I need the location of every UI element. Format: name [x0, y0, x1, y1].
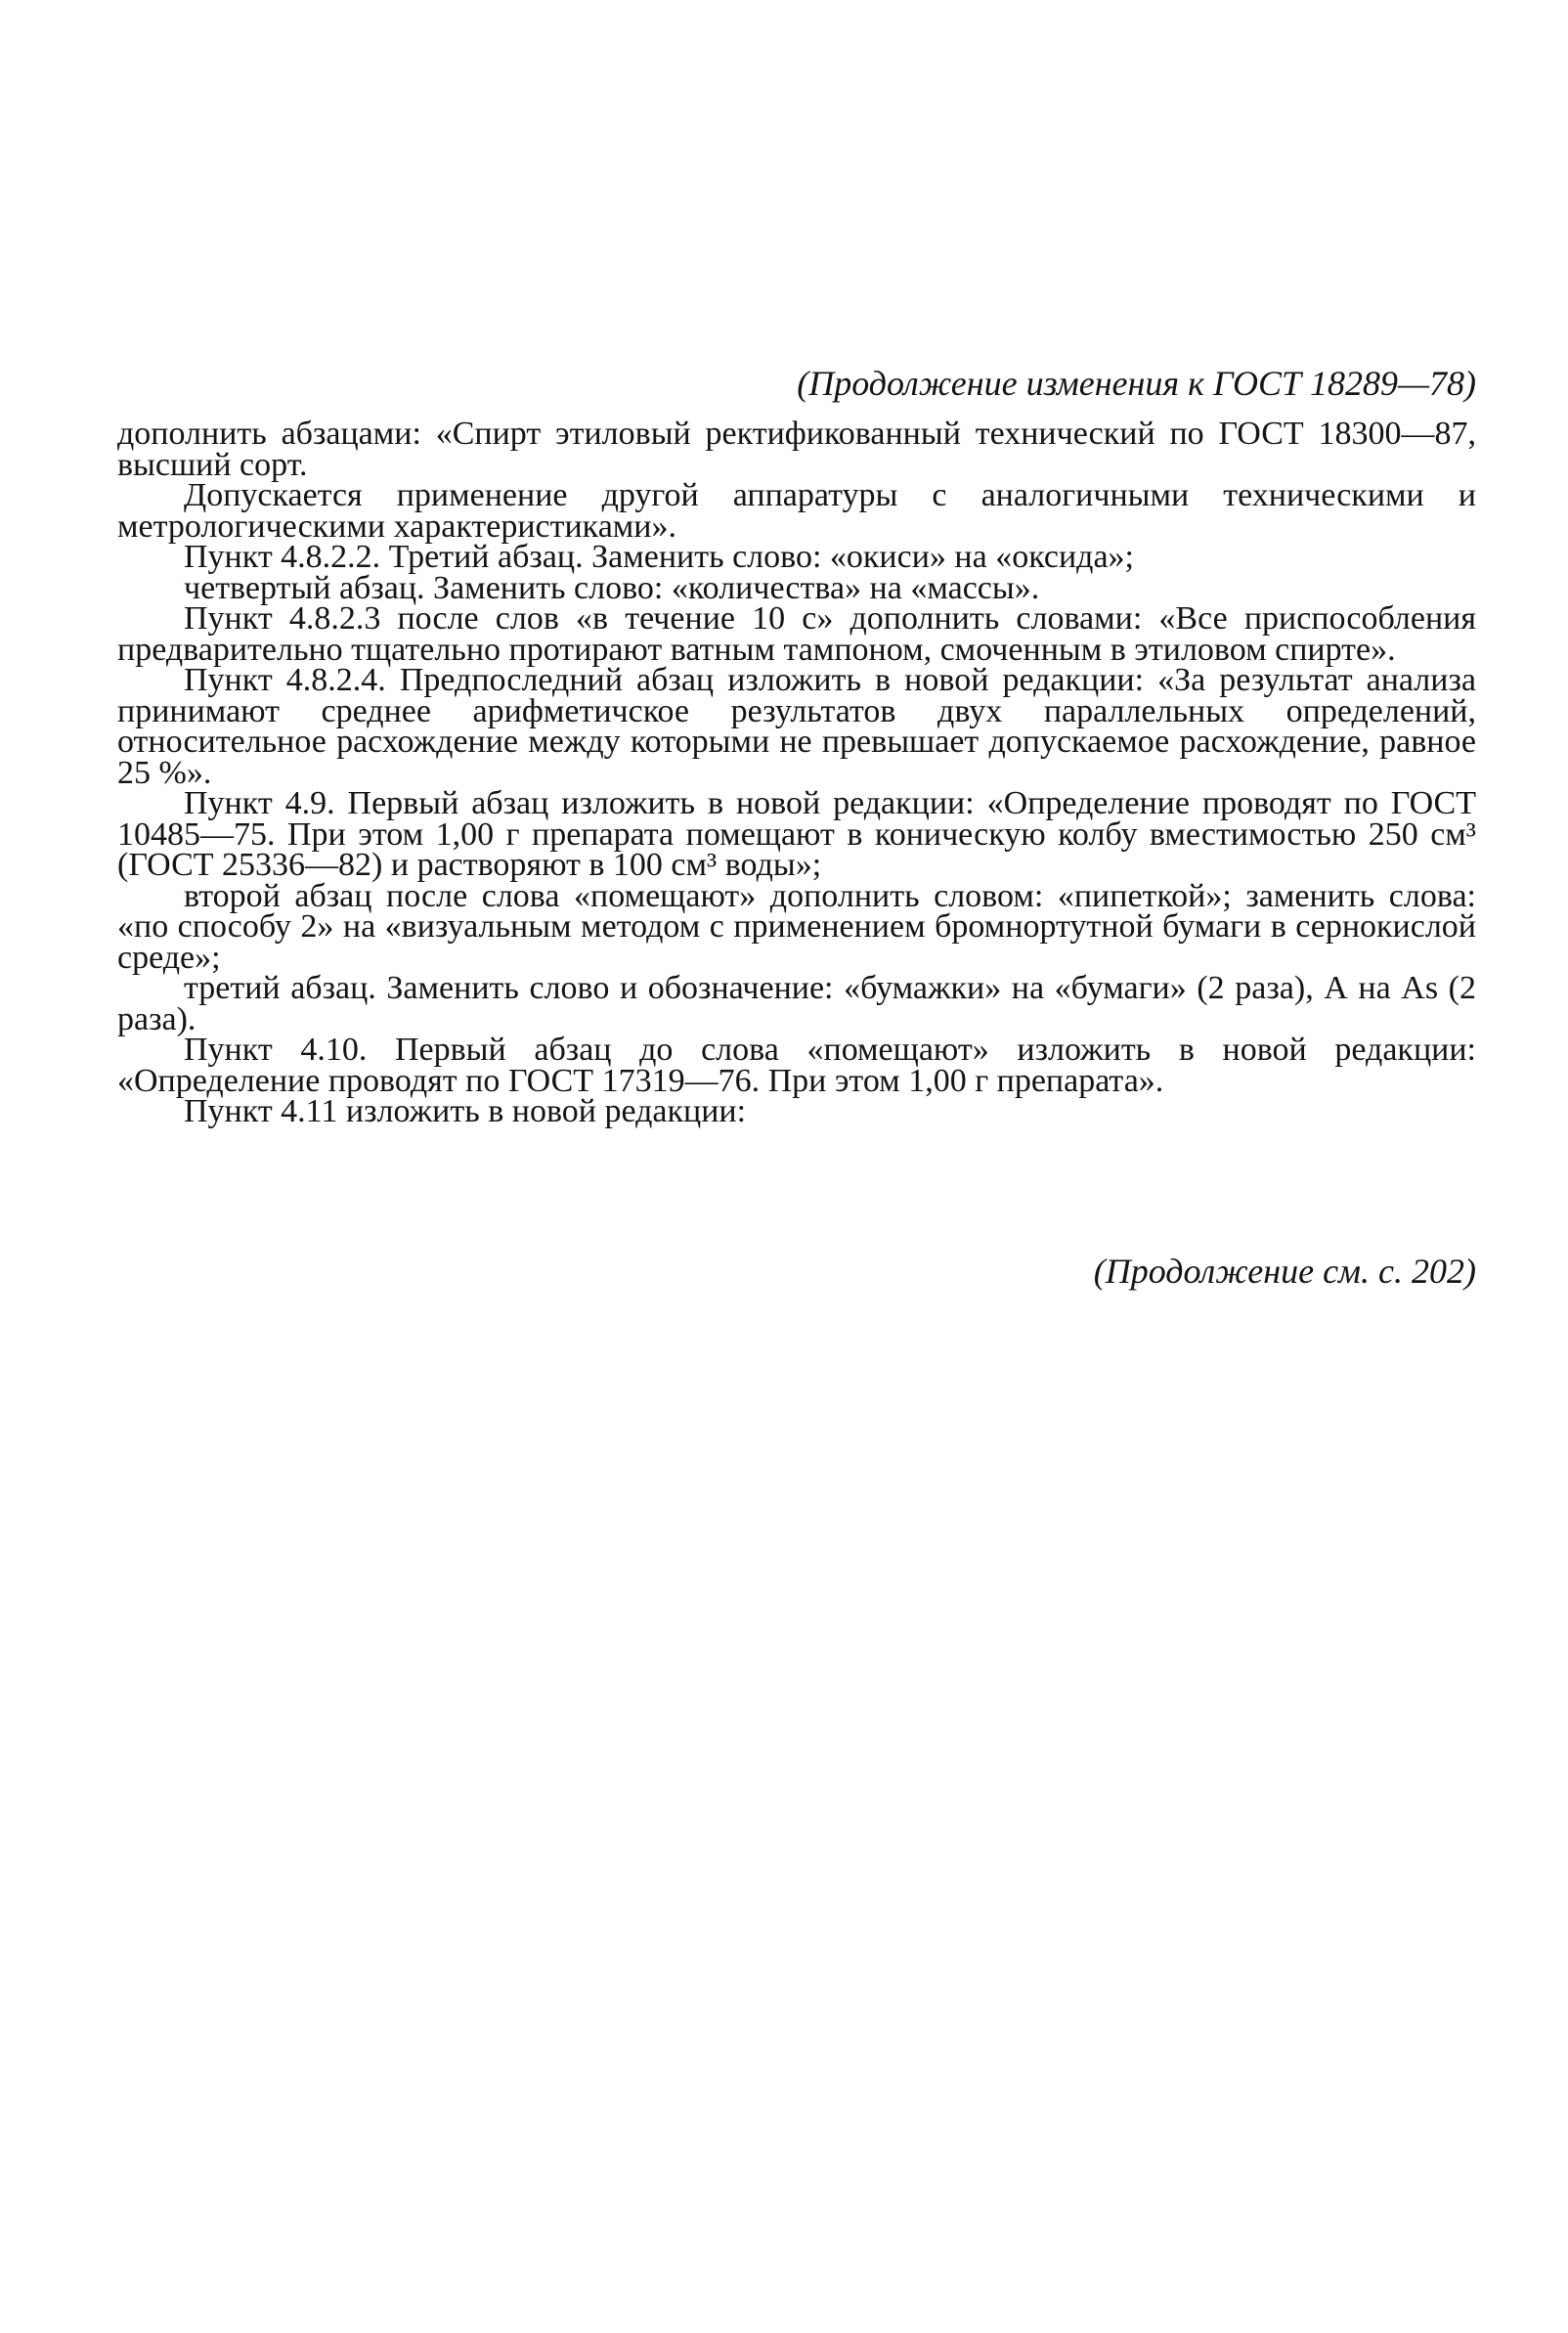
- paragraph-5: Пункт 4.8.2.3 после слов «в течение 10 с» дополнить словами: «Все приспособления предварительно тщательно протирают ватным тампоном, смоченным в этиловом спирте».: [117, 600, 1476, 668]
- paragraph-10: Пункт 4.10. Первый абзац до слова «помещают» изложить в новой редакции: «Определение проводят по ГОСТ 17319—76. При этом 1,00 г препарата».: [117, 1032, 1476, 1099]
- paragraph-8: второй абзац после слова «помещают» дополнить словом: «пипеткой»; заменить слова: «по способу 2» на «визуальным методом с применением бромнортутной бумаги в сернокислой среде»;: [117, 877, 1476, 976]
- paragraph-3: Пункт 4.8.2.2. Третий абзац. Заменить слово: «окиси» на «оксида»;: [184, 539, 1134, 575]
- paragraph-6: Пункт 4.8.2.4. Предпоследний абзац изложить в новой редакции: «За результат анализа принимают среднее арифметичское результатов двух параллельных определений, относительное расхождение между которыми не превышает допускаемое расхождение, равное 25 %».: [117, 662, 1476, 791]
- paragraph-7: Пункт 4.9. Первый абзац изложить в новой редакции: «Определение проводят по ГОСТ 10485—75. При этом 1,00 г препарата помещают в коническую колбу вместимостью 250 см³ (ГОСТ 25336—82) и растворяют в 100 см³ воды»;: [117, 785, 1476, 883]
- paragraph-9: третий абзац. Заменить слово и обозначение: «бумажки» на «бумаги» (2 раза), А на As (2 раза).: [117, 970, 1476, 1037]
- paragraph-1: дополнить абзацами: «Спирт этиловый ректификованный технический по ГОСТ 18300—87, высший сорт.: [117, 416, 1476, 483]
- continuation-footer: (Продолжение см. с. 202): [1093, 1252, 1476, 1291]
- paragraph-4: четвертый абзац. Заменить слово: «количества» на «массы».: [184, 569, 1040, 606]
- document-body: [117, 418, 1476, 1127]
- paragraph-11: Пункт 4.11 изложить в новой редакции:: [184, 1093, 747, 1129]
- paragraph-2: Допускается применение другой аппаратуры с аналогичными техническими и метрологическими характеристиками».: [117, 477, 1476, 545]
- continuation-header: (Продолжение изменения к ГОСТ 18289—78): [797, 364, 1476, 403]
